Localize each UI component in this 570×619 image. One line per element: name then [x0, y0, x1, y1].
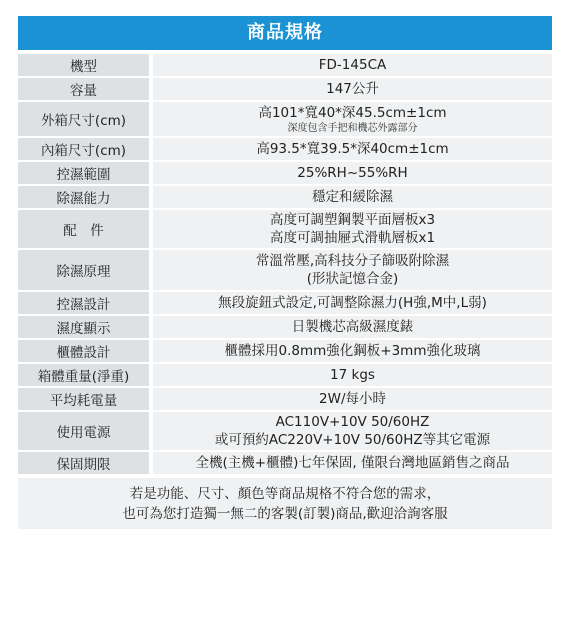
- spec-value-line: 櫃體採用0.8mm強化鋼板+3mm強化玻璃: [224, 343, 481, 359]
- spec-value-line: 全機(主機+櫃體)七年保固, 僅限台灣地區銷售之商品: [195, 455, 510, 471]
- spec-row: [18, 452, 552, 474]
- spec-row: [18, 250, 552, 290]
- spec-label: 控濕範圍: [18, 162, 149, 184]
- spec-value: [153, 102, 552, 136]
- spec-row: [18, 186, 552, 208]
- spec-label: 濕度顯示: [18, 316, 149, 338]
- footer-line-2: 也可為您打造獨一無二的客製(訂製)商品,歡迎洽詢客服: [122, 506, 448, 522]
- spec-label: 保固期限: [18, 452, 149, 474]
- spec-value-line: 常溫常壓,高科技分子篩吸附除濕: [255, 253, 450, 269]
- spec-value-line: 25%RH~55%RH: [297, 165, 408, 181]
- spec-value-line: 高度可調抽屜式滑軌層板x1: [269, 230, 436, 246]
- spec-row: [18, 412, 552, 450]
- spec-row: [18, 292, 552, 314]
- spec-label: 除濕能力: [18, 186, 149, 208]
- spec-value: [153, 186, 552, 208]
- spec-label: 容量: [18, 78, 149, 100]
- spec-title: 商品規格: [18, 16, 552, 50]
- spec-value-line: 無段旋鈕式設定,可調整除濕力(H強,M中,L弱): [218, 295, 487, 311]
- spec-label: 使用電源: [18, 412, 149, 450]
- spec-label: 控濕設計: [18, 292, 149, 314]
- spec-value: [153, 250, 552, 290]
- spec-table: [18, 52, 552, 476]
- spec-value: [153, 316, 552, 338]
- spec-value-line: 147公升: [326, 81, 379, 97]
- spec-value: [153, 388, 552, 410]
- spec-value: [153, 162, 552, 184]
- footer-line-1: 若是功能、尺寸、顏色等商品規格不符合您的需求，: [129, 486, 441, 502]
- spec-value: [153, 292, 552, 314]
- spec-label: 機型: [18, 54, 149, 76]
- spec-sheet: [18, 16, 552, 529]
- spec-value: [153, 364, 552, 386]
- spec-row: [18, 102, 552, 136]
- spec-row: [18, 388, 552, 410]
- spec-label: 配 件: [18, 210, 149, 248]
- spec-value-line: 高度可調塑鋼製平面層板x3: [269, 212, 436, 228]
- footer-note: [18, 478, 552, 529]
- spec-label: 箱體重量(淨重): [18, 364, 149, 386]
- spec-value-line: (形狀記憶合金): [306, 271, 399, 287]
- spec-value-note: 深度包含手把和機芯外露部分: [287, 122, 418, 134]
- spec-value: [153, 210, 552, 248]
- spec-row: [18, 340, 552, 362]
- spec-row: [18, 78, 552, 100]
- spec-value: [153, 412, 552, 450]
- spec-value-line: AC110V+10V 50/60HZ: [275, 414, 430, 430]
- spec-value: [153, 78, 552, 100]
- spec-value: [153, 452, 552, 474]
- spec-label: 櫃體設計: [18, 340, 149, 362]
- spec-row: [18, 316, 552, 338]
- spec-value-line: 高101*寬40*深45.5cm±1cm: [258, 104, 447, 121]
- spec-value: [153, 54, 552, 76]
- spec-value-line: 穩定和緩除濕: [312, 189, 393, 205]
- spec-label: 除濕原理: [18, 250, 149, 290]
- spec-value: [153, 138, 552, 160]
- spec-value-line: 日製機芯高級濕度錶: [291, 319, 414, 335]
- spec-label: 平均耗電量: [18, 388, 149, 410]
- spec-value-line: 17 kgs: [330, 367, 375, 383]
- spec-label: 外箱尺寸(cm): [18, 102, 149, 136]
- spec-value-line: 或可預約AC220V+10V 50/60HZ等其它電源: [214, 432, 491, 448]
- spec-row: [18, 210, 552, 248]
- spec-label: 內箱尺寸(cm): [18, 138, 149, 160]
- spec-value: [153, 340, 552, 362]
- spec-row: [18, 54, 552, 76]
- spec-row: [18, 364, 552, 386]
- spec-value-line: 高93.5*寬39.5*深40cm±1cm: [256, 141, 449, 157]
- spec-value-line: 2W/每小時: [319, 391, 386, 407]
- spec-value-line: FD-145CA: [318, 57, 387, 73]
- spec-row: [18, 138, 552, 160]
- spec-row: [18, 162, 552, 184]
